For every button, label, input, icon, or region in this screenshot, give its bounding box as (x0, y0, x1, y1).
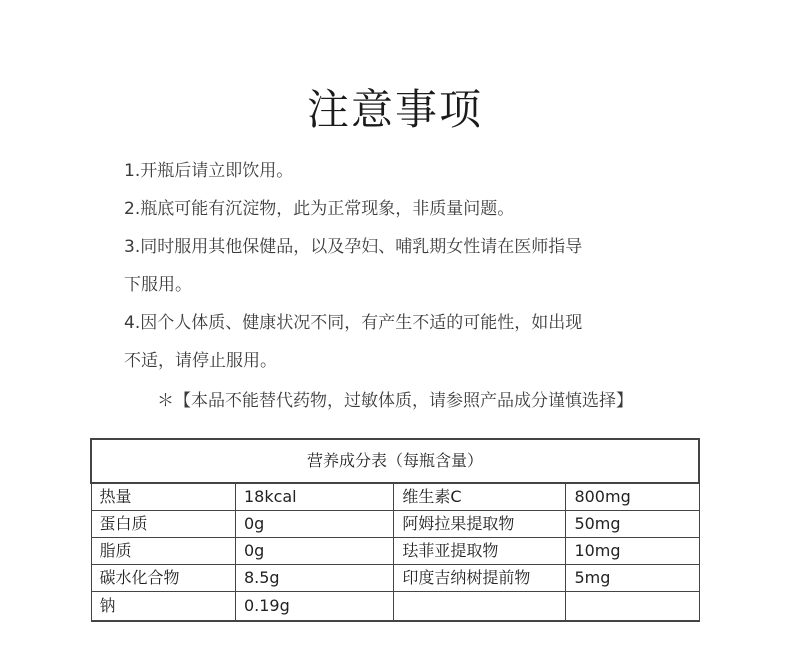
page-title: 注意事项 (306, 85, 483, 135)
table-row (91, 592, 699, 622)
nutrient-name: 蛋白质 (91, 511, 235, 538)
ingredient-name: 维生素C (394, 483, 566, 511)
nutrient-name: 钠 (91, 592, 235, 622)
note-line: 2.瓶底可能有沉淀物，此为正常现象，非质量问题。 (124, 199, 515, 219)
note-item (124, 228, 684, 304)
ingredient-value (566, 592, 699, 622)
nutrient-name: 碳水化合物 (91, 565, 235, 592)
note-line: 不适，请停止服用。 (124, 351, 277, 371)
ingredient-value: 50mg (566, 511, 699, 538)
ingredient-value: 10mg (566, 538, 699, 565)
note-item (124, 304, 684, 380)
nutrition-table (90, 438, 700, 622)
note-line: 下服用。 (124, 275, 192, 295)
nutrient-value: 8.5g (235, 565, 393, 592)
table-row (91, 511, 699, 538)
note-line: 4.因个人体质、健康状况不同，有产生不适的可能性，如出现 (124, 313, 583, 333)
notes-list (124, 152, 684, 380)
nutrient-value: 0g (235, 511, 393, 538)
ingredient-value: 800mg (566, 483, 699, 511)
table-row (91, 565, 699, 592)
note-item (124, 152, 684, 190)
note-item (124, 190, 684, 228)
table-row (91, 483, 699, 511)
nutrient-value: 0.19g (235, 592, 393, 622)
table-row (91, 538, 699, 565)
allergy-warning: ＊【本品不能替代药物，过敏体质，请参照产品成分谨慎选择】 (157, 391, 633, 411)
ingredient-name: 珐菲亚提取物 (394, 538, 566, 565)
ingredient-value: 5mg (566, 565, 699, 592)
table-caption-row (91, 439, 699, 483)
ingredient-name: 印度吉纳树提前物 (394, 565, 566, 592)
ingredient-name (394, 592, 566, 622)
nutrient-name: 脂质 (91, 538, 235, 565)
ingredient-name: 阿姆拉果提取物 (394, 511, 566, 538)
nutrient-name: 热量 (91, 483, 235, 511)
nutrient-value: 18kcal (235, 483, 393, 511)
note-line: 3.同时服用其他保健品，以及孕妇、哺乳期女性请在医师指导 (124, 237, 583, 257)
nutrient-value: 0g (235, 538, 393, 565)
note-line: 1.开瓶后请立即饮用。 (124, 161, 294, 181)
table-caption: 营养成分表（每瓶含量） (91, 439, 699, 483)
